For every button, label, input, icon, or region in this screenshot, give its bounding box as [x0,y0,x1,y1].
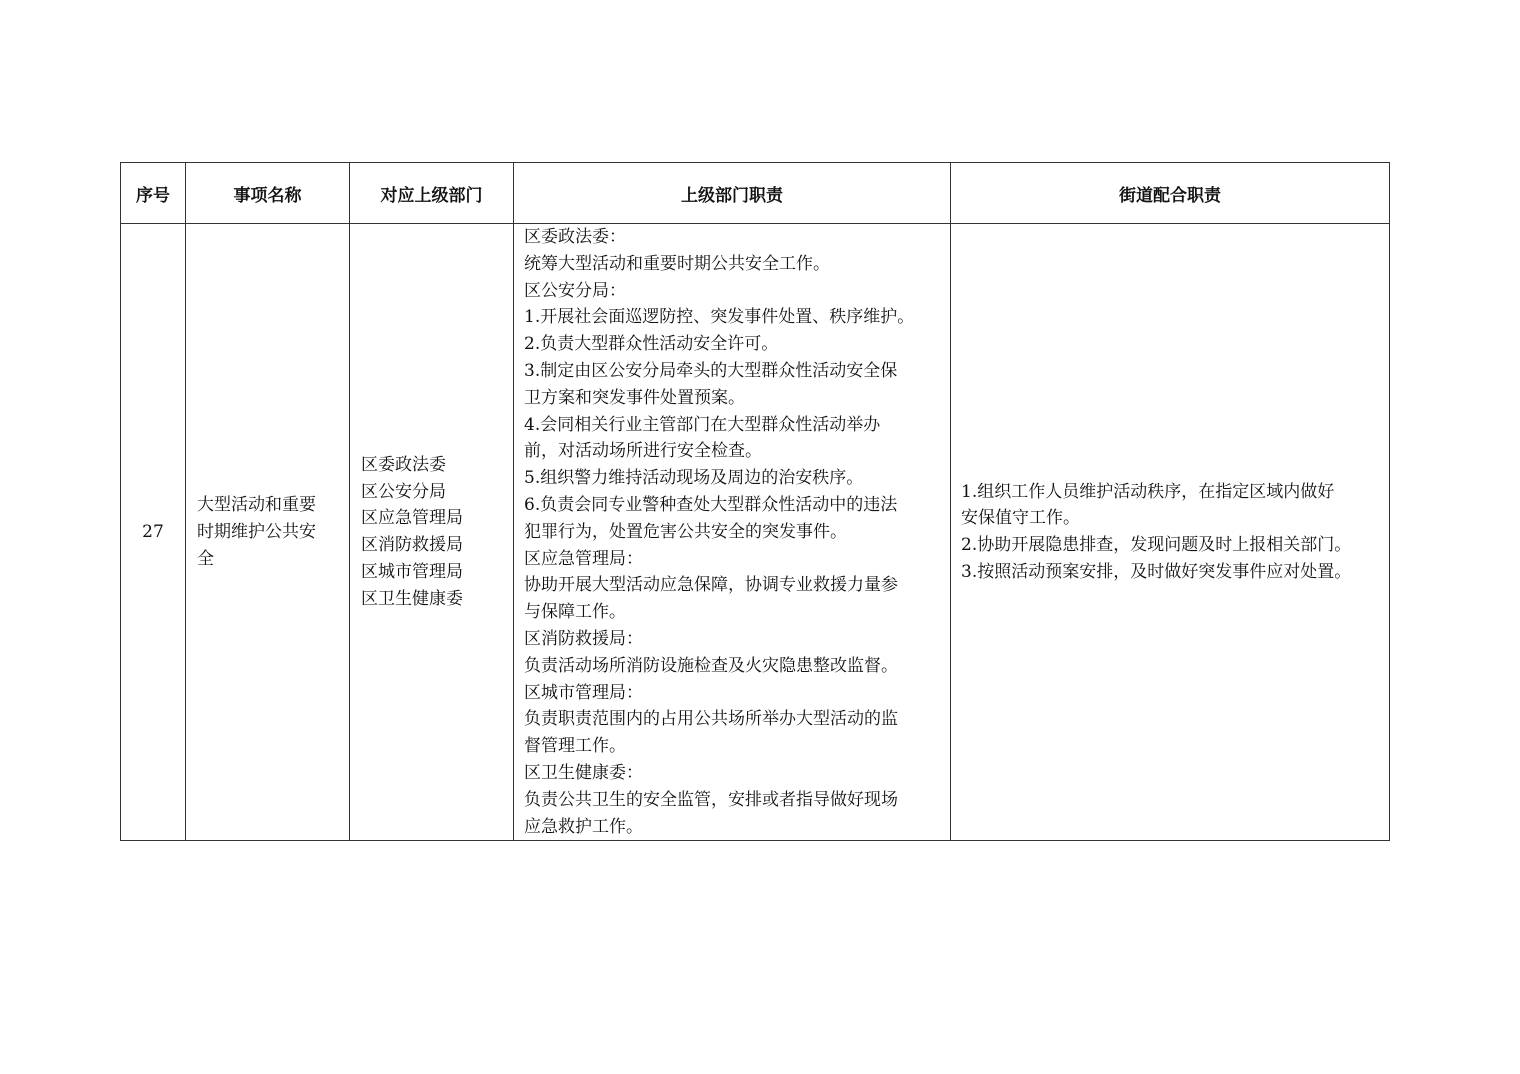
upper-duty-line: 区卫生健康委： [524,762,643,783]
upper-duty-line: 3.制定由区公安分局牵头的大型群众性活动安全保 [524,360,898,381]
upper-duty-line: 前，对活动场所进行安全检查。 [524,441,762,462]
upper-duty-line: 区消防救援局： [524,628,643,649]
upper-duty-line: 区城市管理局： [524,682,643,703]
cell-departments [350,224,514,841]
upper-duty-line: 4.会同相关行业主管部门在大型群众性活动举办 [524,414,881,435]
header-dept: 对应上级部门 [350,163,514,224]
upper-duty-line: 2.负责大型群众性活动安全许可。 [524,334,779,355]
department-item: 区城市管理局 [361,561,463,582]
upper-duty-line: 协助开展大型活动应急保障，协调专业救援力量参 [524,575,898,596]
upper-duty-line: 区委政法委： [524,227,626,247]
upper-duty-line: 区公安分局： [524,280,626,301]
upper-duty-line: 统筹大型活动和重要时期公共安全工作。 [524,253,830,274]
upper-duty-line: 1.开展社会面巡逻防控、突发事件处置、秩序维护。 [524,307,915,328]
header-upper-duty: 上级部门职责 [514,163,951,224]
upper-duty-line: 6.负责会同专业警种查处大型群众性活动中的违法 [524,494,898,515]
upper-duty-line: 督管理工作。 [524,736,626,757]
item-name-line: 时期维护公共安 [197,521,316,542]
cell-street-duties [951,224,1390,841]
header-street-duty: 街道配合职责 [951,163,1390,224]
table-row [121,224,1390,841]
street-duty-line: 1.组织工作人员维护活动秩序，在指定区域内做好 [961,481,1335,502]
item-name-line: 大型活动和重要 [197,494,316,515]
upper-duty-line: 犯罪行为，处置危害公共安全的突发事件。 [524,521,847,542]
item-name-line: 全 [197,548,214,569]
upper-duty-line: 负责公共卫生的安全监管，安排或者指导做好现场 [524,789,898,810]
header-name: 事项名称 [186,163,350,224]
cell-upper-duties [514,224,951,841]
cell-seq: 27 [121,224,186,841]
duty-table [120,162,1390,841]
upper-duty-line: 区应急管理局： [524,548,643,569]
department-item: 区卫生健康委 [361,588,463,609]
department-item: 区委政法委 [361,454,446,475]
header-seq: 序号 [121,163,186,224]
upper-duty-line: 卫方案和突发事件处置预案。 [524,387,745,408]
upper-duty-line: 与保障工作。 [524,602,626,623]
upper-duty-line: 5.组织警力维持活动现场及周边的治安秩序。 [524,468,864,489]
street-duty-line: 安保值守工作。 [961,508,1080,529]
cell-item-name [186,224,350,841]
street-duty-line: 3.按照活动预案安排，及时做好突发事件应对处置。 [961,561,1352,582]
header-row [121,163,1390,224]
department-item: 区公安分局 [361,481,446,502]
upper-duty-line: 负责活动场所消防设施检查及火灾隐患整改监督。 [524,655,898,676]
street-duty-line: 2.协助开展隐患排查，发现问题及时上报相关部门。 [961,535,1352,556]
department-item: 区应急管理局 [361,508,463,529]
upper-duty-line: 负责职责范围内的占用公共场所举办大型活动的监 [524,709,898,730]
department-item: 区消防救援局 [361,535,463,556]
upper-duty-line: 应急救护工作。 [524,816,643,837]
